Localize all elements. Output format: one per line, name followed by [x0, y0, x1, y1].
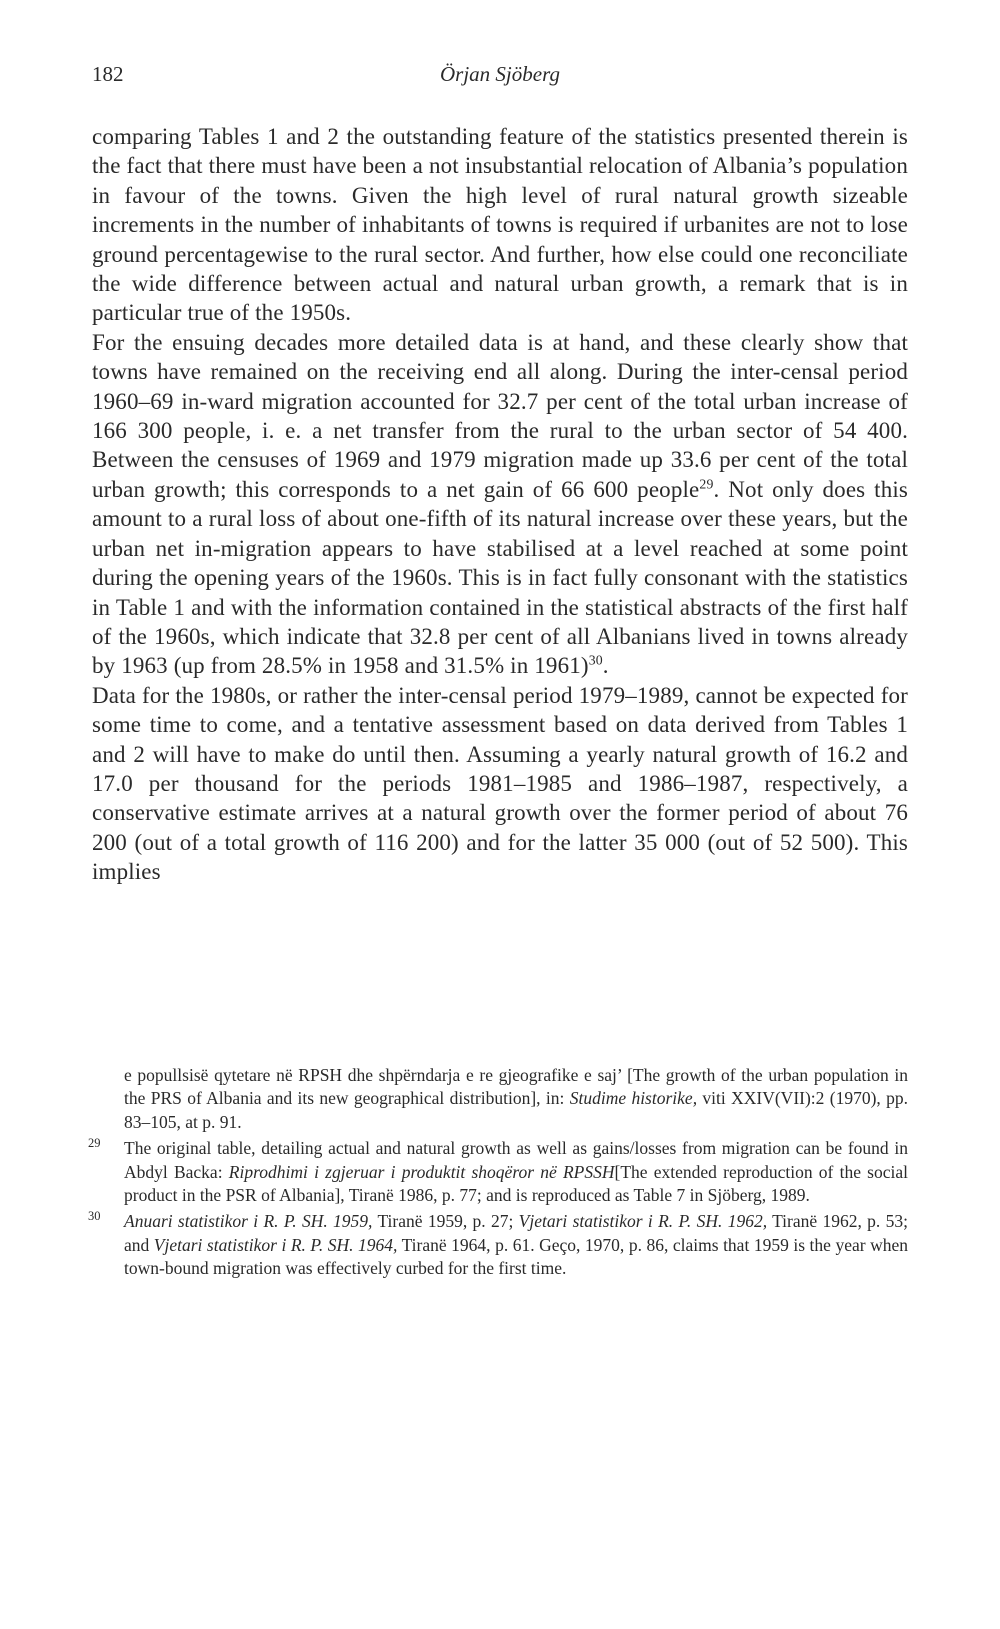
footnote-continuation-title: Studime historike, — [569, 1088, 698, 1109]
paragraph-1: comparing Tables 1 and 2 the outstanding feature of the statistics presented therein is the fact that there must have been a not insubstantial relocation of Albania’s population in favour of the towns. Given the high level of rural natural growth sizeable increments in the number of inhabitants of towns is required if urbanites are not to lose ground percentagewise to the rural sector. And further, how else could one reconciliate the wide difference between actual and natural urban growth, a remark that is in particular true of the 1950s. — [92, 124, 908, 326]
page-number: 182 — [92, 62, 124, 86]
body-text — [92, 122, 908, 887]
footnote-30-text-2: Tiranë 1962, p. 53; and — [124, 1211, 908, 1255]
footnote-29-text-a: The original table, detailing actual and natural growth as well as gains/losses from migration can be found in Abdyl Backa: — [124, 1138, 908, 1182]
footnote-30-title-2: Vjetari statistikor i R. P. SH. 1962, — [518, 1211, 768, 1232]
paragraph-3: Data for the 1980s, or rather the inter-censal period 1979–1989, cannot be expected for some time to come, and a tentative assessment based on data derived from Tables 1 and 2 will have to make do until then. Assuming a yearly natural growth of 16.2 and 17.0 per thousand for the periods 1981–1985 and 1986–1987, respectively, a conservative estimate arrives at a natural growth over the former period of about 76 200 (out of a total growth of 116 200) and for the latter 35 000 (out of 52 500). This implies — [92, 682, 908, 885]
footnote-continuation — [88, 1064, 908, 1134]
footnote-continuation-text-a: e popullsisë qytetare në RPSH dhe shpërndarja e re gjeografike e saj’ [The growth of the urban population in the PRS of Albania and its new geographical distribution], in: — [124, 1065, 908, 1109]
footnote-30 — [88, 1210, 908, 1280]
footnote-30-text-3: Tiranë 1964, p. 61. Geço, 1970, p. 86, claims that 1959 is the year when town-bound migration was effectively curbed for the first time. — [124, 1234, 908, 1279]
footnote-30-text-1: Tiranë 1959, p. 27; — [372, 1211, 519, 1232]
footnote-30-title-1: Anuari statistikor i R. P. SH. 1959, — [124, 1211, 373, 1232]
paragraph-2 — [92, 328, 908, 681]
paragraph-2-text-c: . — [602, 653, 609, 679]
footnote-29 — [88, 1137, 908, 1207]
footnote-continuation-text-b: viti XXIV(VII):2 (1970), pp. 83–105, at p. 91. — [124, 1088, 909, 1132]
footnote-ref-29: 29 — [699, 476, 714, 492]
footnote-number-30: 30 — [88, 1209, 101, 1224]
footnote-number-29: 29 — [88, 1136, 101, 1151]
footnote-29-title: Riprodhimi i zgjeruar i produktit shoqëror në RPSSH — [228, 1161, 615, 1182]
footnote-30-title-3: Vjetari statistikor i R. P. SH. 1964, — [153, 1234, 398, 1255]
footnotes — [88, 1064, 908, 1281]
footnote-ref-30: 30 — [588, 652, 603, 668]
page-header — [92, 62, 908, 92]
running-head: Örjan Sjöberg — [440, 62, 560, 86]
paragraph-2-text-b: . Not only does this amount to a rural loss of about one-fifth of its natural increase over these years, but the urban net in-migration appears to have stabilised at a level reached at some point during the opening years of the 1960s. This is in fact fully consonant with the statistics in Table 1 and with the information contained in the statistical abstracts of the first half of the 1960s, which indicate that 32.8 per cent of all Albanians lived in towns already by 1963 (up from 28.5% in 1958 and 31.5% in 1961) — [92, 476, 909, 679]
footnote-29-text-b: [The extended reproduction of the social product in the PSR of Albania], Tiranë 1986, p. 77; and is reproduced as Table 7 in Sjöberg, 1989. — [124, 1161, 908, 1206]
paragraph-2-text-a: For the ensuing decades more detailed data is at hand, and these clearly show that towns have remained on the receiving end all along. During the inter-censal period 1960–69 in-ward migration accounted for 32.7 per cent of the total urban increase of 166 300 people, i. e. a net transfer from the rural to the urban sector of 54 400. Between the censuses of 1969 and 1979 migration made up 33.6 per cent of the total urban growth; this corresponds to a net gain of 66 600 people — [92, 329, 908, 502]
